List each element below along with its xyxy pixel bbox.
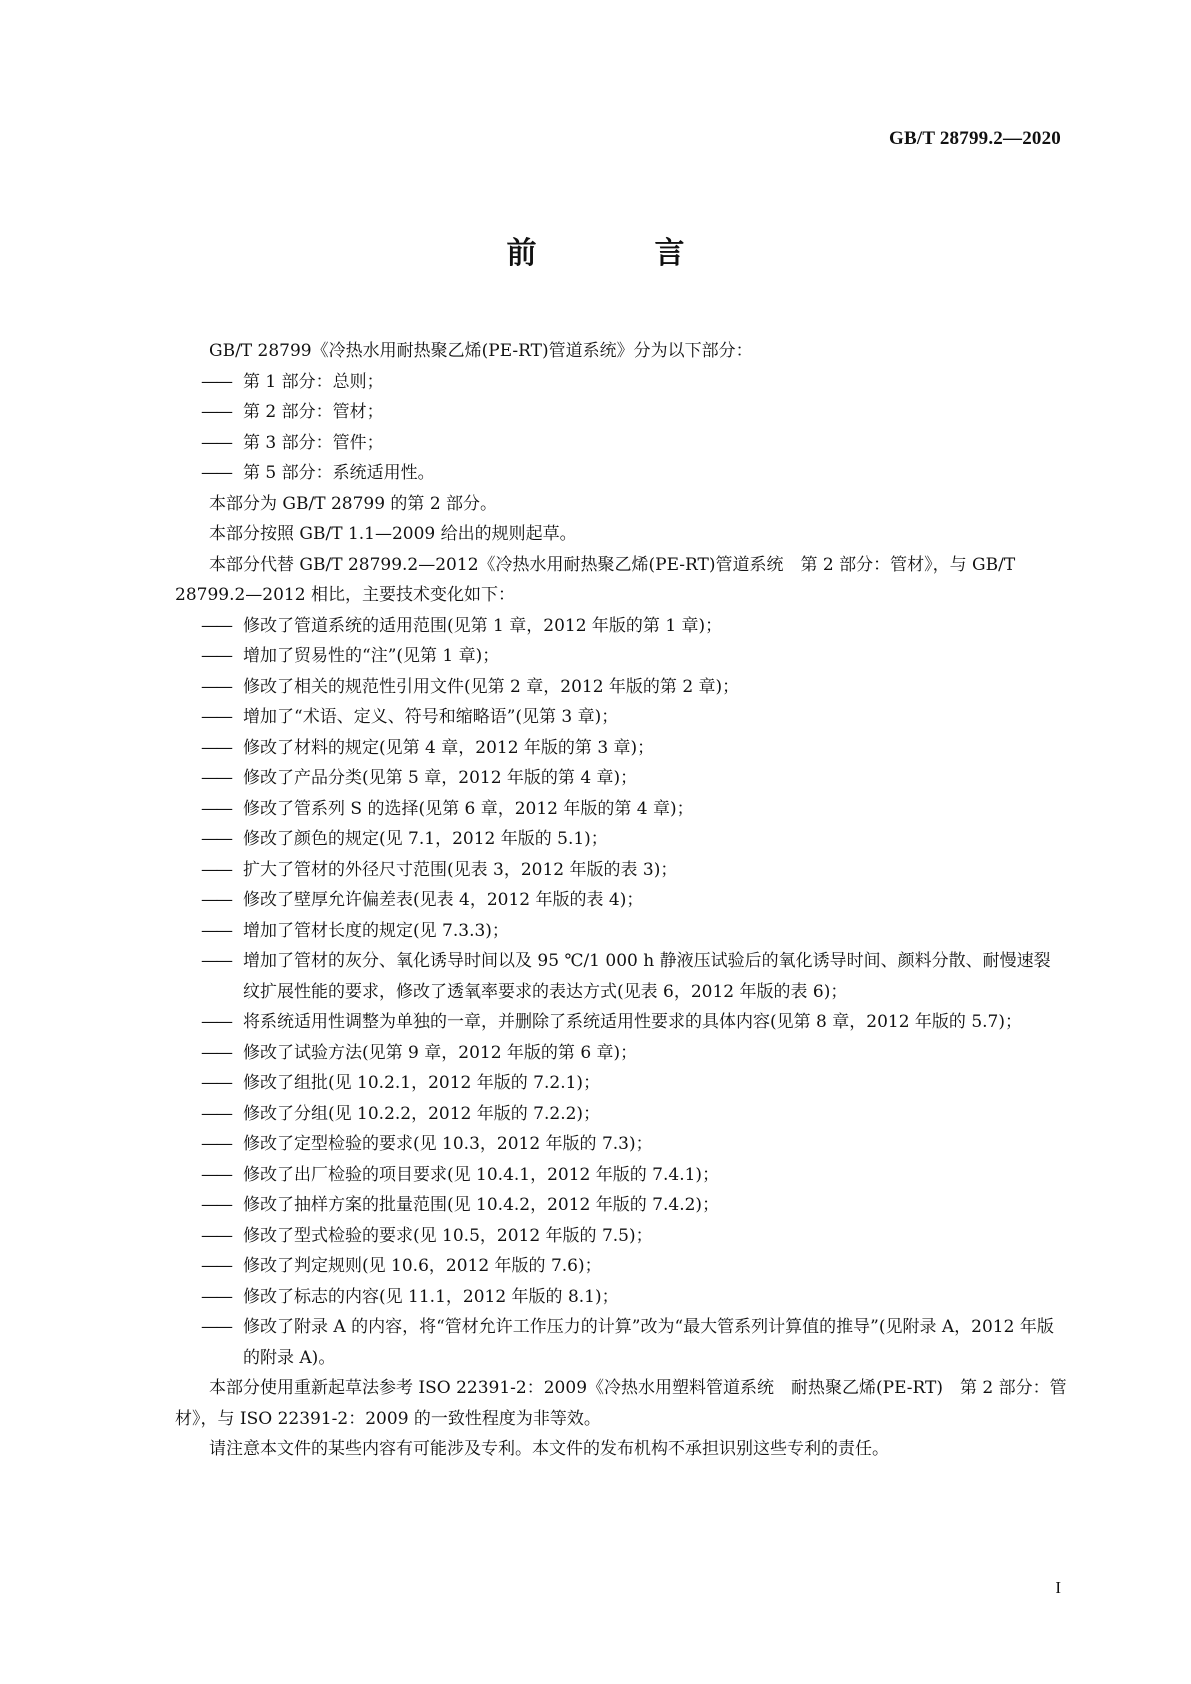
list-item: [175, 672, 1067, 703]
list-item-text: 修改了组批(见 10.2.1，2012 年版的 7.2.1)；: [243, 1073, 601, 1093]
list-item-text: 修改了标志的内容(见 11.1，2012 年版的 8.1)；: [243, 1286, 619, 1307]
dash-mark: ——: [201, 1134, 231, 1154]
list-item-text: 增加了管材长度的规定(见 7.3.3)；: [243, 920, 509, 941]
dash-mark: ——: [201, 859, 231, 880]
patent-notice: 请注意本文件的某些内容有可能涉及专利。本文件的发布机构不承担识别这些专利的责任。: [209, 1439, 889, 1459]
list-item: [175, 1282, 1067, 1313]
changes-list: [175, 611, 1067, 1374]
foreword-body: [175, 336, 1067, 1465]
list-item: [175, 1190, 1067, 1221]
list-item: [175, 458, 1067, 489]
dash-mark: ——: [201, 768, 231, 788]
dash-mark: ——: [201, 798, 231, 819]
dash-mark: ——: [201, 463, 231, 483]
list-item-text: 扩大了管材的外径尺寸范围(见表 3，2012 年版的表 3)；: [243, 859, 678, 880]
list-item: [175, 1068, 1067, 1099]
dash-mark: ——: [201, 1164, 231, 1185]
list-item-text: 修改了材料的规定(见第 4 章，2012 年版的第 3 章)；: [243, 737, 655, 758]
list-item: [175, 1038, 1067, 1069]
list-item-text: 修改了壁厚允许偏差表(见表 4，2012 年版的表 4)；: [243, 890, 644, 910]
list-item: [175, 397, 1067, 428]
list-item-text: 修改了出厂检验的项目要求(见 10.4.1，2012 年版的 7.4.1)；: [243, 1164, 720, 1185]
list-item-text: 修改了相关的规范性引用文件(见第 2 章，2012 年版的第 2 章)；: [243, 676, 740, 697]
list-item: [175, 855, 1067, 886]
dash-mark: ——: [201, 1042, 231, 1063]
dash-mark: ——: [201, 707, 231, 727]
list-item: [175, 1129, 1067, 1160]
list-item-text: 增加了管材的灰分、氧化诱导时间以及 95 ℃/1 000 h 静液压试验后的氧化诱导时间、颜料分散、耐慢速裂纹扩展性能的要求，修改了透氧率要求的表达方式(见表 6，2012 年版的表 6)；: [243, 951, 1051, 1002]
dash-mark: ——: [201, 1256, 231, 1276]
list-item-text: 修改了定型检验的要求(见 10.3，2012 年版的 7.3)；: [243, 1134, 653, 1154]
list-item: [175, 1221, 1067, 1252]
list-item-text: 第 5 部分：系统适用性。: [243, 463, 435, 483]
list-item: [175, 367, 1067, 398]
list-item: [175, 1312, 1067, 1373]
list-item: [175, 1160, 1067, 1191]
intro-paragraph: GB/T 28799《冷热水用耐热聚乙烯(PE-RT)管道系统》分为以下部分：: [209, 341, 753, 361]
replace-statement: 本部分代替 GB/T 28799.2—2012《冷热水用耐热聚乙烯(PE-RT)管道系统 第 2 部分：管材》，与 GB/T 28799.2—2012 相比，主要技术变化如下：: [175, 554, 1016, 605]
list-item-text: 修改了管系列 S 的选择(见第 6 章，2012 年版的第 4 章)；: [243, 798, 694, 819]
list-item-text: 修改了附录 A 的内容，将“管材允许工作压力的计算”改为“最大管系列计算值的推导”(见附录 A，2012 年版的附录 A)。: [243, 1317, 1054, 1368]
list-item: [175, 824, 1067, 855]
dash-mark: ——: [201, 1225, 231, 1246]
list-item: [175, 794, 1067, 825]
list-item: [175, 1099, 1067, 1130]
list-item: [175, 611, 1067, 642]
list-item: [175, 702, 1067, 733]
list-item: [175, 641, 1067, 672]
list-item-text: 修改了分组(见 10.2.2，2012 年版的 7.2.2)；: [243, 1103, 601, 1124]
list-item-text: 增加了贸易性的“注”(见第 1 章)；: [243, 646, 500, 666]
dash-mark: ——: [201, 402, 231, 422]
list-item-text: 修改了判定规则(见 10.6，2012 年版的 7.6)；: [243, 1256, 602, 1276]
list-item: [175, 1007, 1067, 1038]
parts-list: [175, 367, 1067, 489]
dash-mark: ——: [201, 615, 231, 636]
dash-mark: ——: [201, 920, 231, 941]
dash-mark: ——: [201, 646, 231, 666]
dash-mark: ——: [201, 1012, 231, 1032]
list-item: [175, 885, 1067, 916]
dash-mark: ——: [201, 1103, 231, 1124]
list-item: [175, 946, 1067, 1007]
iso-statement: 本部分使用重新起草法参考 ISO 22391-2：2009《冷热水用塑料管道系统 耐热聚乙烯(PE-RT) 第 2 部分：管材》，与 ISO 22391-2：2009 的一致性程度为非等效。: [175, 1378, 1067, 1429]
list-item-text: 修改了产品分类(见第 5 章，2012 年版的第 4 章)；: [243, 768, 638, 788]
page-title: 前 言: [506, 236, 729, 271]
list-item-text: 第 2 部分：管材；: [243, 402, 384, 422]
list-item-text: 修改了管道系统的适用范围(见第 1 章，2012 年版的第 1 章)；: [243, 615, 723, 636]
dash-mark: ——: [201, 371, 231, 392]
dash-mark: ——: [201, 737, 231, 758]
list-item: [175, 1251, 1067, 1282]
list-item: [175, 916, 1067, 947]
drafting-rule: 本部分按照 GB/T 1.1—2009 给出的规则起草。: [209, 524, 577, 544]
dash-mark: ——: [201, 676, 231, 697]
list-item: [175, 763, 1067, 794]
dash-mark: ——: [201, 1195, 231, 1215]
part-statement: 本部分为 GB/T 28799 的第 2 部分。: [209, 493, 498, 514]
list-item-text: 修改了颜色的规定(见 7.1，2012 年版的 5.1)；: [243, 829, 608, 849]
list-item-text: 修改了型式检验的要求(见 10.5，2012 年版的 7.5)；: [243, 1225, 653, 1246]
dash-mark: ——: [201, 1286, 231, 1307]
dash-mark: ——: [201, 432, 231, 453]
list-item-text: 第 3 部分：管件；: [243, 432, 384, 453]
dash-mark: ——: [201, 1073, 231, 1093]
list-item-text: 修改了试验方法(见第 9 章，2012 年版的第 6 章)；: [243, 1042, 638, 1063]
list-item-text: 将系统适用性调整为单独的一章，并删除了系统适用性要求的具体内容(见第 8 章，2012 年版的 5.7)；: [243, 1012, 1022, 1032]
list-item-text: 增加了“术语、定义、符号和缩略语”(见第 3 章)；: [243, 707, 619, 727]
page-number: I: [1055, 1578, 1061, 1597]
standard-code: GB/T 28799.2—2020: [889, 128, 1061, 149]
dash-mark: ——: [201, 951, 231, 971]
list-item-text: 修改了抽样方案的批量范围(见 10.4.2，2012 年版的 7.4.2)；: [243, 1195, 720, 1215]
dash-mark: ——: [201, 1317, 231, 1337]
list-item-text: 第 1 部分：总则；: [243, 371, 384, 392]
dash-mark: ——: [201, 829, 231, 849]
list-item: [175, 733, 1067, 764]
list-item: [175, 428, 1067, 459]
dash-mark: ——: [201, 890, 231, 910]
